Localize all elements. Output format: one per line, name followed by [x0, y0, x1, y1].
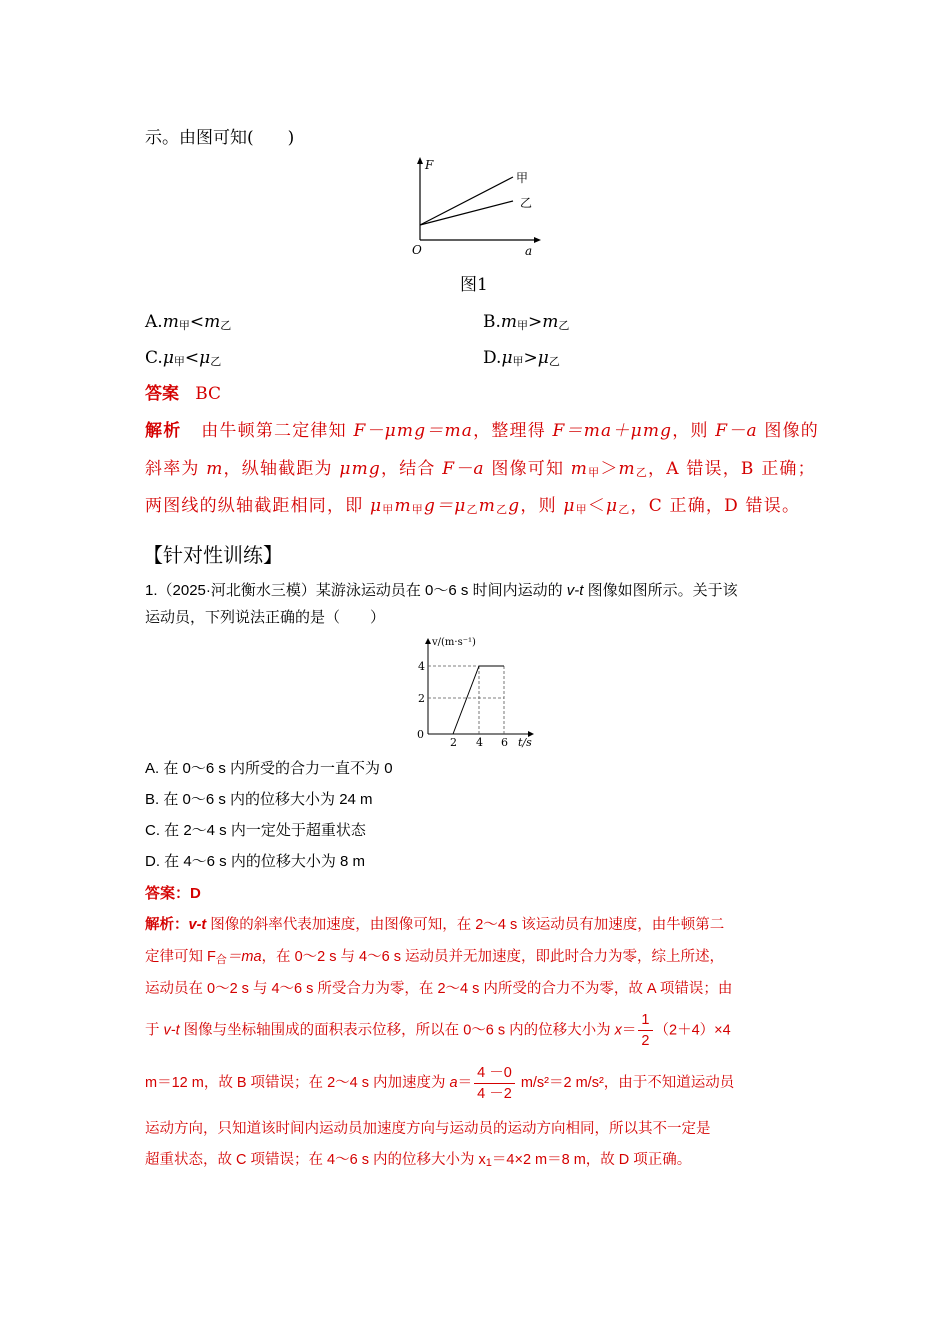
line-yi-label: 乙 [520, 196, 533, 210]
q1-option-b: B. 在 0～6 s 内的位移大小为 24 m [145, 791, 373, 808]
option-d: D.μ甲>μ乙 [483, 348, 560, 368]
q1-option-d: D. 在 4～6 s 内的位移大小为 8 m [145, 853, 366, 870]
question-stem-tail: 示。由图可知( ) [145, 128, 295, 148]
q1-stem-line-2: 运动员，下列说法正确的是（ ） [145, 609, 386, 626]
analysis-line-2: 斜率为 m，纵轴截距为 μmg，结合 F－a 图像可知 m甲＞m乙，A 错误，B 正确； [145, 459, 816, 479]
answer-label: 答案 [145, 384, 179, 404]
q1-answer: 答案：D [145, 885, 201, 902]
answer-value: BC [195, 384, 222, 404]
origin-label: O [412, 243, 422, 257]
option-b: B.m甲>m乙 [483, 312, 570, 332]
y-tick-0: 0 [417, 728, 424, 741]
t-axis-label: t/s [518, 736, 532, 748]
answer [145, 382, 221, 406]
fraction-one-half: $\frac{1}{2}$ [638, 1010, 652, 1051]
figure-caption: 图1 [460, 275, 488, 295]
f-axis-label: F [425, 158, 434, 172]
q1-stem-line-1: 1.（2025·河北衡水三模）某游泳运动员在 0～6 s 时间内运动的 v-t 图像如图所示。关于该 [145, 582, 738, 599]
fraction-acceleration: $\frac{4 -0}{4 -2}$ [474, 1063, 515, 1104]
analysis-line-1: 解析 由牛顿第二定律知 F－μmg＝ma，整理得 F＝ma＋μmg，则 F－a 图像的 [145, 421, 820, 441]
x-tick-4: 4 [476, 736, 483, 748]
q1-analysis-line-2: 定律可知 F合＝ma，在 0～2 s 与 4～6 s 运动员并无加速度，即此时合力为零，综上所述， [145, 949, 724, 966]
analysis-line-3: 两图线的纵轴截距相同，即 μ甲m甲g＝μ乙m乙g，则 μ甲＜μ乙，C 正确，D 错误。 [145, 496, 801, 516]
f-a-graph [405, 155, 545, 265]
q1-option-a: A. 在 0～6 s 内所受的合力一直不为 0 [145, 760, 393, 777]
y-tick-2: 2 [418, 692, 425, 705]
q1-analysis-line-3: 运动员在 0～2 s 与 4～6 s 所受合力为零，在 2～4 s 内所受的合力不为零，故 A 项错误；由 [145, 981, 733, 997]
x-tick-2: 2 [450, 736, 457, 748]
q1-analysis-line-4: 于 v-t 图像与坐标轴围成的面积表示位移，所以在 0～6 s 内的位移大小为 x＝ $\frac{1}{2}$ （2＋4）×4 [145, 1012, 731, 1049]
q1-analysis-line-1: 解析：v-t 图像的斜率代表加速度，由图像可知，在 2～4 s 该运动员有加速度，由牛顿第二 [145, 917, 725, 933]
q1-analysis-line-5: m＝12 m，故 B 项错误；在 2～4 s 内加速度为 a＝ $\frac{4 -0}{4 -2}$ m/s²＝2 m/s²，由于不知道运动员 [145, 1064, 735, 1102]
section-title: 【针对性训练】 [143, 543, 283, 567]
a-axis-label: a [525, 244, 533, 258]
q1-analysis-line-6: 运动方向，只知道该时间内运动员加速度方向与运动员的运动方向相同，所以其不一定是 [145, 1121, 711, 1137]
line-jia-label: 甲 [516, 171, 529, 185]
x-tick-6: 6 [501, 736, 508, 748]
option-a: A.m甲<m乙 [145, 312, 232, 332]
q1-analysis-line-7: 超重状态，故 C 项错误；在 4～6 s 内的位移大小为 x1＝4×2 m＝8 m，故 D 项正确。 [145, 1152, 692, 1169]
v-axis-label: v/(m·s⁻¹) [432, 637, 476, 648]
v-t-graph [408, 630, 543, 748]
y-tick-4: 4 [418, 660, 425, 673]
option-c: C.μ甲<μ乙 [145, 348, 222, 368]
q1-option-c: C. 在 2～4 s 内一定处于超重状态 [145, 822, 366, 839]
